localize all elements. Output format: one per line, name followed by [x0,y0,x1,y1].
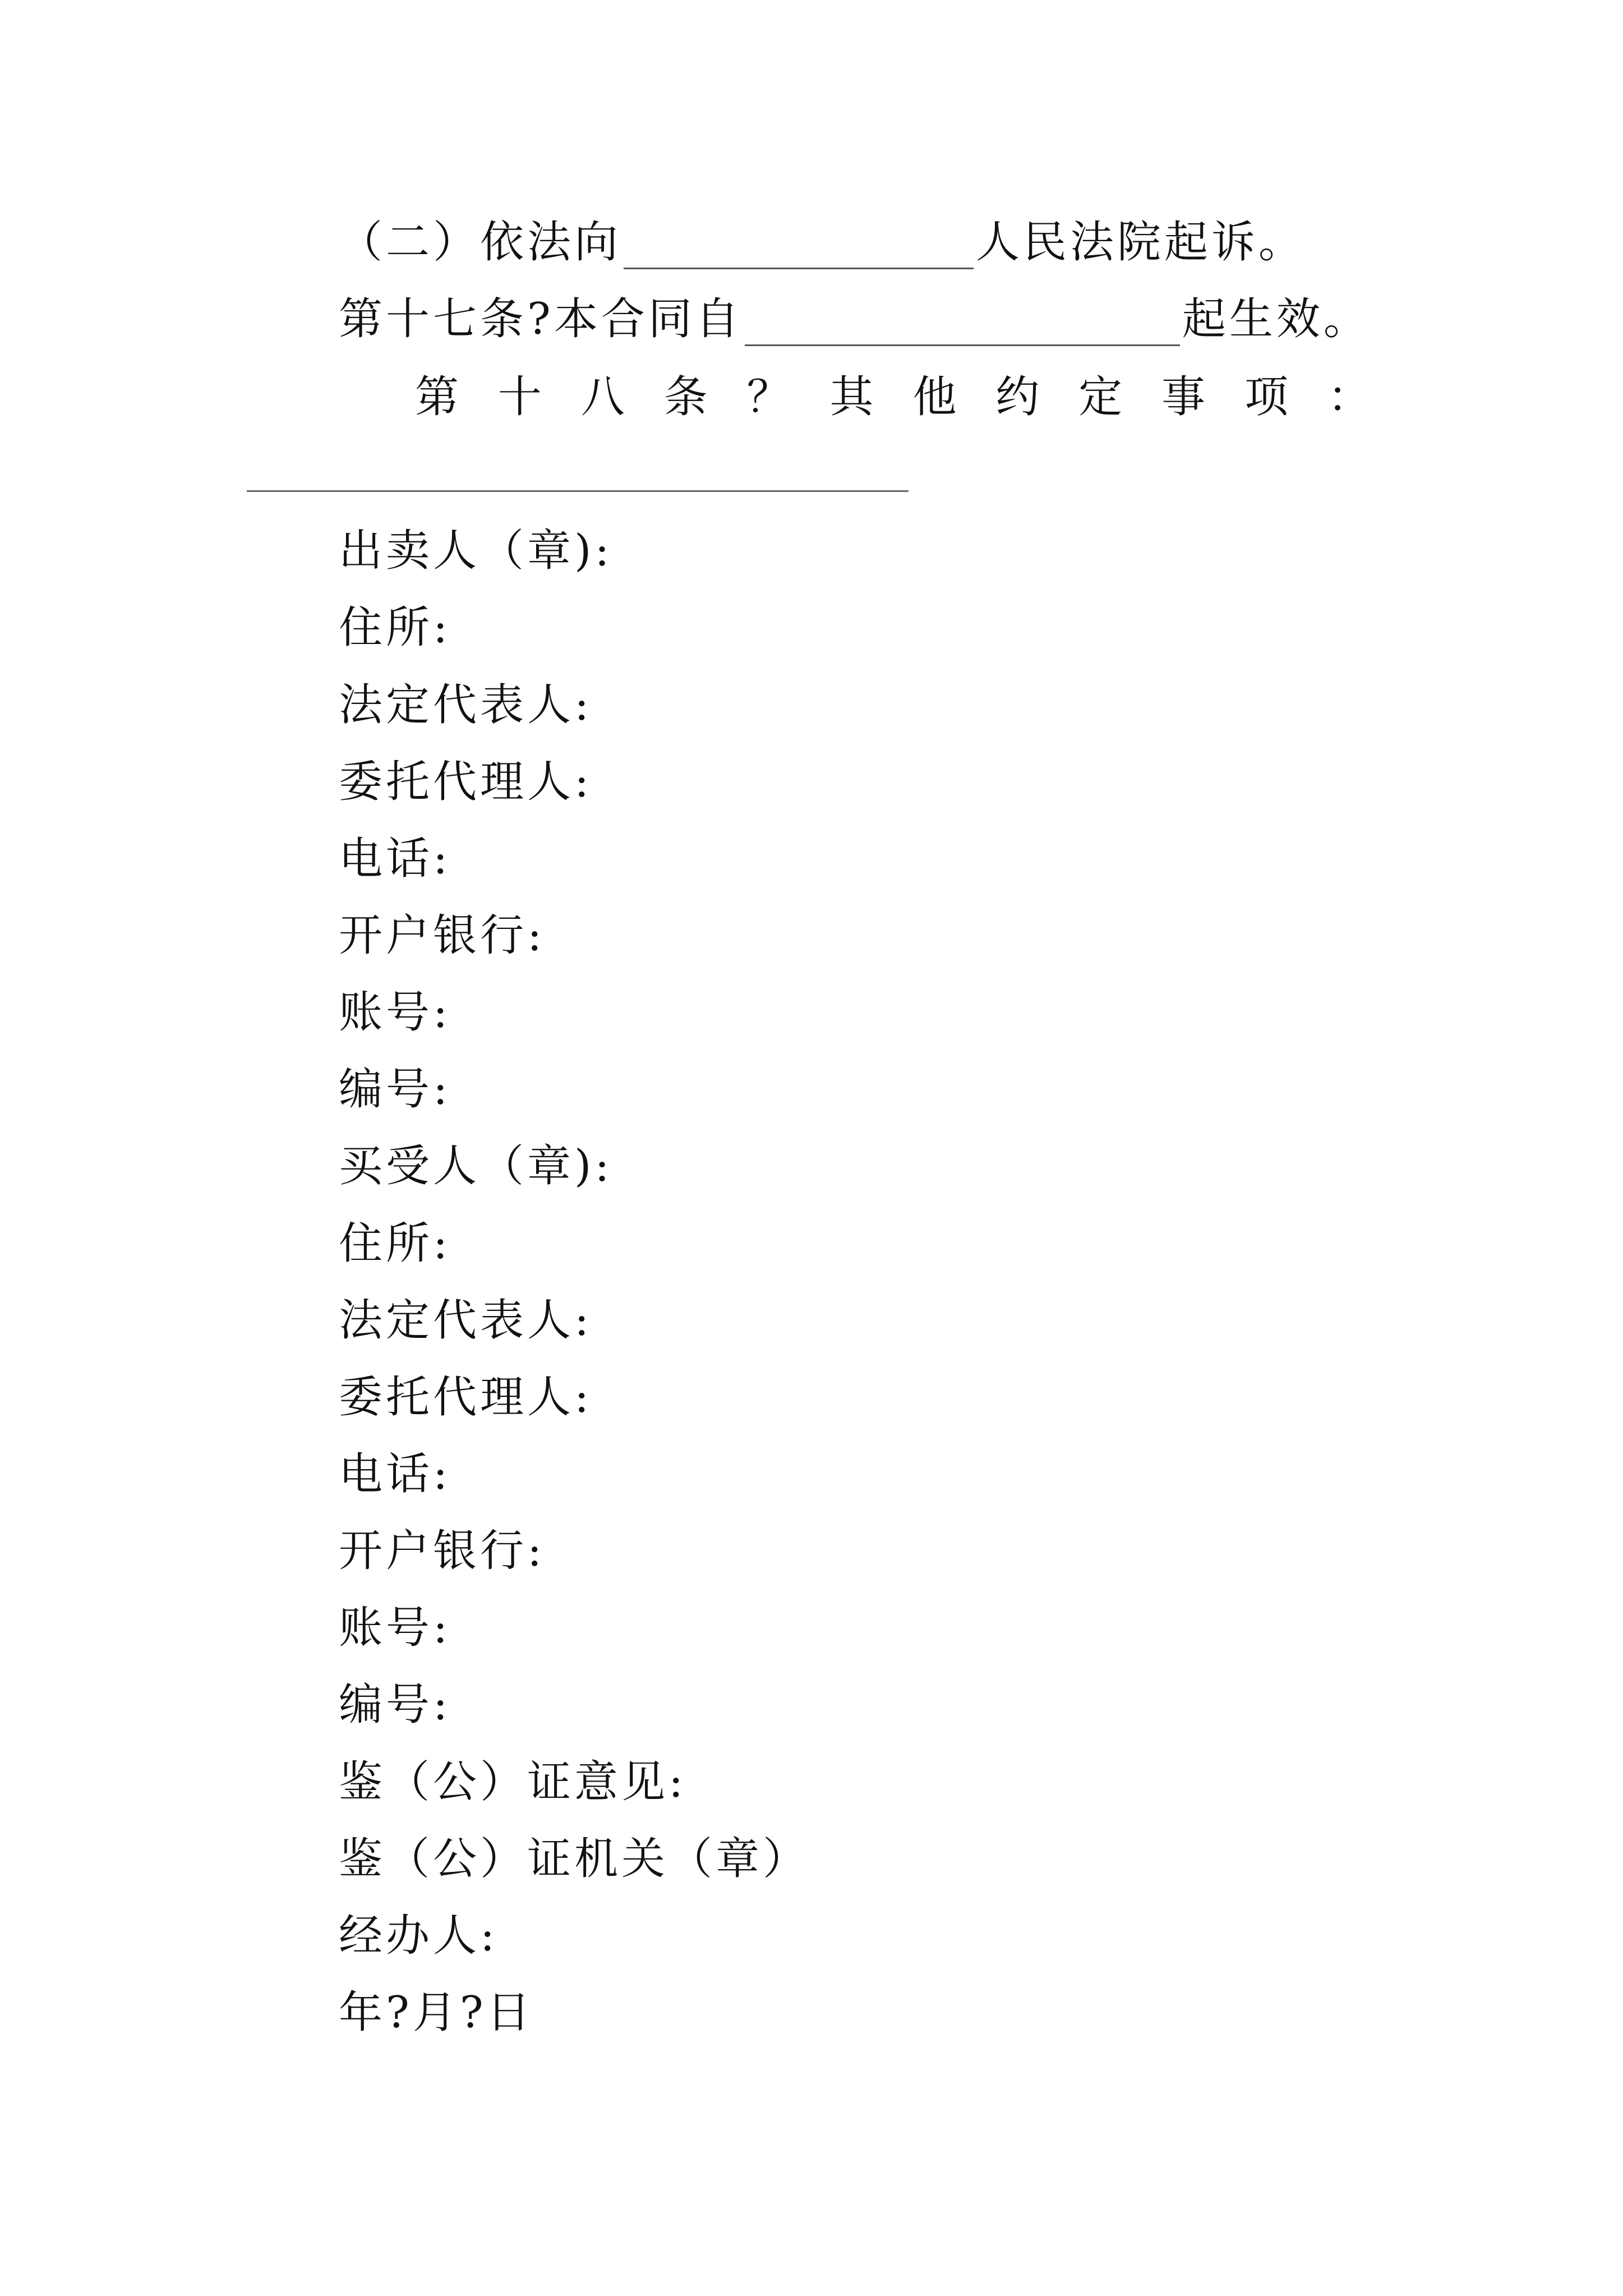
seller-legal-rep-label: 法定代表人: [339,680,593,730]
notary-date-label: 年?月?日 [339,1987,534,2038]
clause-court-line [339,215,1306,269]
seller-address-label: 住所: [339,602,451,653]
other-terms-blank-line[interactable] [247,490,909,492]
buyer-address-label: 住所: [339,1218,451,1269]
buyer-title: 买受人（章): [339,1141,613,1191]
buyer-legal-rep-label: 法定代表人: [339,1295,593,1346]
court-name-blank[interactable] [624,228,974,269]
notary-opinion-label: 鉴（公）证意见: [339,1757,687,1807]
article-18-char: 条 [663,372,708,422]
article-17-line [339,292,1371,346]
article-17-suffix: 起生效。 [1182,294,1371,344]
article-17-prefix: 第十七条?本合同自 [339,294,743,344]
buyer-agent-label: 委托代理人: [339,1372,593,1423]
article-18-char: 约 [995,372,1040,422]
article-18-char: ？ [746,372,791,422]
buyer-phone-label: 电话: [339,1449,451,1499]
effective-date-blank[interactable] [745,305,1180,346]
notary-handler-label: 经办人: [339,1911,499,1961]
article-18-char: 事 [1161,372,1206,422]
buyer-code-label: 编号: [339,1680,451,1730]
article-18-char: 第 [415,372,459,422]
seller-title: 出卖人（章): [339,526,613,576]
seller-agent-label: 委托代理人: [339,757,593,807]
article-18-char: 十 [497,372,542,422]
article-18-char: ： [1327,372,1371,422]
seller-bank-label: 开户银行: [339,910,546,961]
clause-court-suffix: 人民法院起诉。 [976,217,1306,268]
article-18-char: 他 [912,372,957,422]
article-18-char: 项 [1244,372,1289,422]
seller-code-label: 编号: [339,1064,451,1115]
article-18-char: 八 [580,372,625,422]
seller-account-label: 账号: [339,987,451,1038]
article-18-heading [415,370,1371,424]
buyer-bank-label: 开户银行: [339,1526,546,1576]
buyer-account-label: 账号: [339,1603,451,1653]
seller-phone-label: 电话: [339,834,451,884]
notary-office-label: 鉴（公）证机关（章） [339,1834,810,1884]
article-18-char: 其 [829,372,874,422]
article-18-char: 定 [1078,372,1123,422]
clause-court-prefix: （二）依法向 [339,217,622,268]
